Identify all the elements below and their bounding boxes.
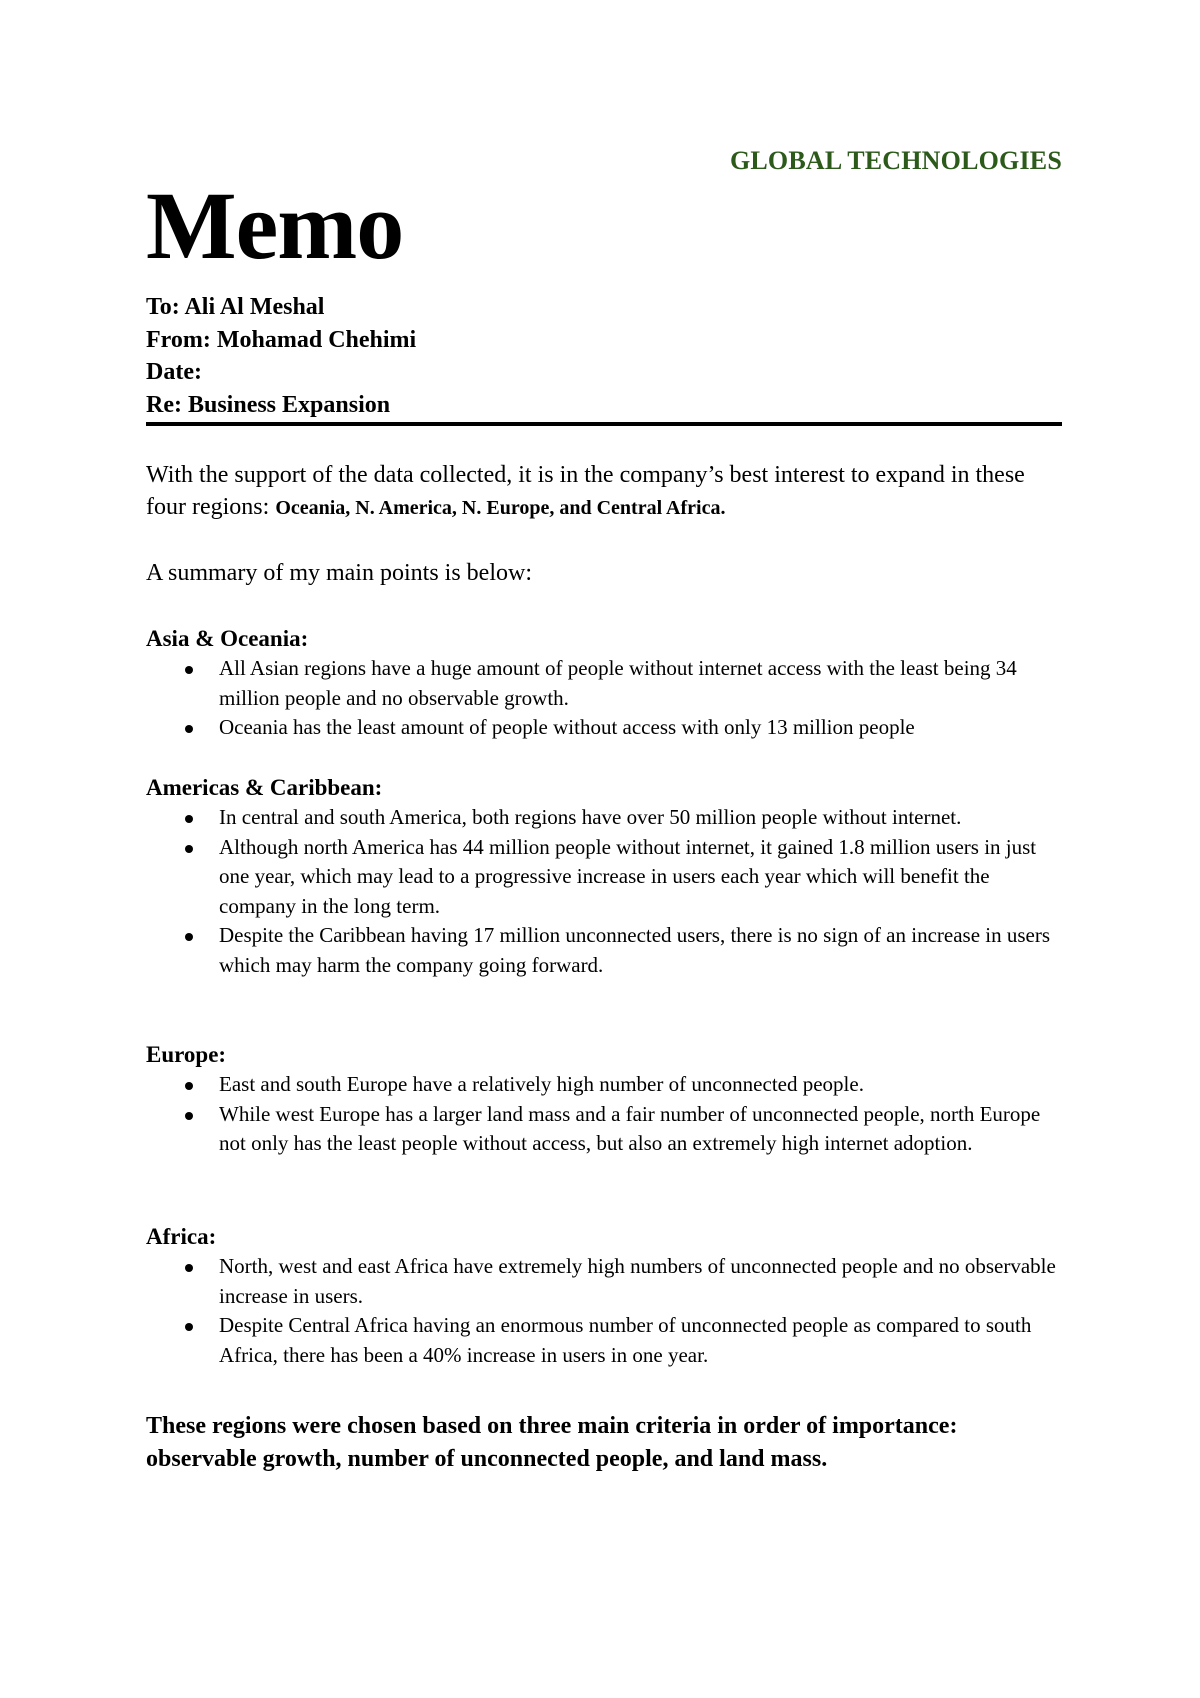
bullet-icon: [185, 1264, 193, 1272]
bullet-text: Despite Central Africa having an enormous number of unconnected people as compared to south Africa, there has been a 40% increase in users in one year.: [219, 1313, 1032, 1367]
list-item: [146, 1252, 1062, 1311]
bullet-icon: [185, 725, 193, 733]
bullet-list: [146, 1070, 1062, 1159]
bullet-list: [146, 1252, 1062, 1370]
bullet-text: In central and south America, both regions have over 50 million people without internet.: [219, 805, 962, 829]
bullet-text: All Asian regions have a huge amount of people without internet access with the least being 34 million people and no observable growth.: [219, 656, 1017, 710]
bullet-icon: [185, 1082, 193, 1090]
bullet-list: [146, 654, 1062, 743]
list-item: [146, 1100, 1062, 1159]
intro-text: With the support of the data collected, it is in the company’s best interest to expand in these four regions:: [146, 462, 1025, 520]
bullet-icon: [185, 1323, 193, 1331]
from-line: From: Mohamad Chehimi: [146, 326, 417, 353]
date-line: Date:: [146, 359, 202, 385]
bullet-icon: [185, 666, 193, 674]
list-item: [146, 803, 1062, 833]
bullet-icon: [185, 815, 193, 823]
bullet-text: East and south Europe have a relatively high number of unconnected people.: [219, 1072, 864, 1096]
list-item: [146, 1311, 1062, 1370]
bullet-icon: [185, 845, 193, 853]
bullet-text: Although north America has 44 million people without internet, it gained 1.8 million users in just one year, which may lead to a progressive increase in users each year which will benefit the company in the long term.: [219, 834, 1037, 918]
bullet-icon: [185, 933, 193, 941]
bullet-list: [146, 803, 1062, 980]
memo-title: Memo: [146, 172, 404, 279]
company-name: GLOBAL TECHNOLOGIES: [729, 146, 1062, 175]
section-title: Asia & Oceania:: [146, 626, 309, 651]
header-divider: [146, 422, 1062, 426]
to-line: To: Ali Al Meshal: [146, 294, 325, 320]
section-title: Americas & Caribbean:: [146, 775, 383, 800]
list-item: [146, 654, 1062, 713]
section-title: Africa:: [146, 1224, 217, 1249]
section-title: Europe:: [146, 1042, 227, 1067]
summary-line: A summary of my main points is below:: [146, 560, 532, 586]
section-asia-oceania: [146, 624, 1062, 743]
bullet-text: North, west and east Africa have extremely high numbers of unconnected people and no observable increase in users.: [219, 1254, 1056, 1308]
list-item: [146, 921, 1062, 980]
section-africa: [146, 1222, 1062, 1370]
list-item: [146, 713, 1062, 743]
section-europe: [146, 1040, 1062, 1159]
intro-paragraph: [146, 459, 1062, 524]
bullet-text: While west Europe has a larger land mass and a fair number of unconnected people, north Europe not only has the least people without access, but also an extremely high internet adoption.: [219, 1101, 1041, 1155]
bullet-text: Oceania has the least amount of people without access with only 13 million people: [219, 715, 915, 739]
bullet-text: Despite the Caribbean having 17 million unconnected users, there is no sign of an increase in users which may harm the company going forward.: [219, 923, 1051, 977]
subject-line: Re: Business Expansion: [146, 391, 391, 418]
intro-regions: Oceania, N. America, N. Europe, and Central Africa.: [275, 497, 726, 519]
conclusion-paragraph: These regions were chosen based on three main criteria in order of importance: observable growth, number of unconnected people, and land mass.: [146, 1413, 958, 1472]
list-item: [146, 833, 1062, 922]
bullet-icon: [185, 1112, 193, 1120]
section-americas-caribbean: [146, 773, 1062, 980]
list-item: [146, 1070, 1062, 1100]
memo-header: [146, 291, 1062, 421]
